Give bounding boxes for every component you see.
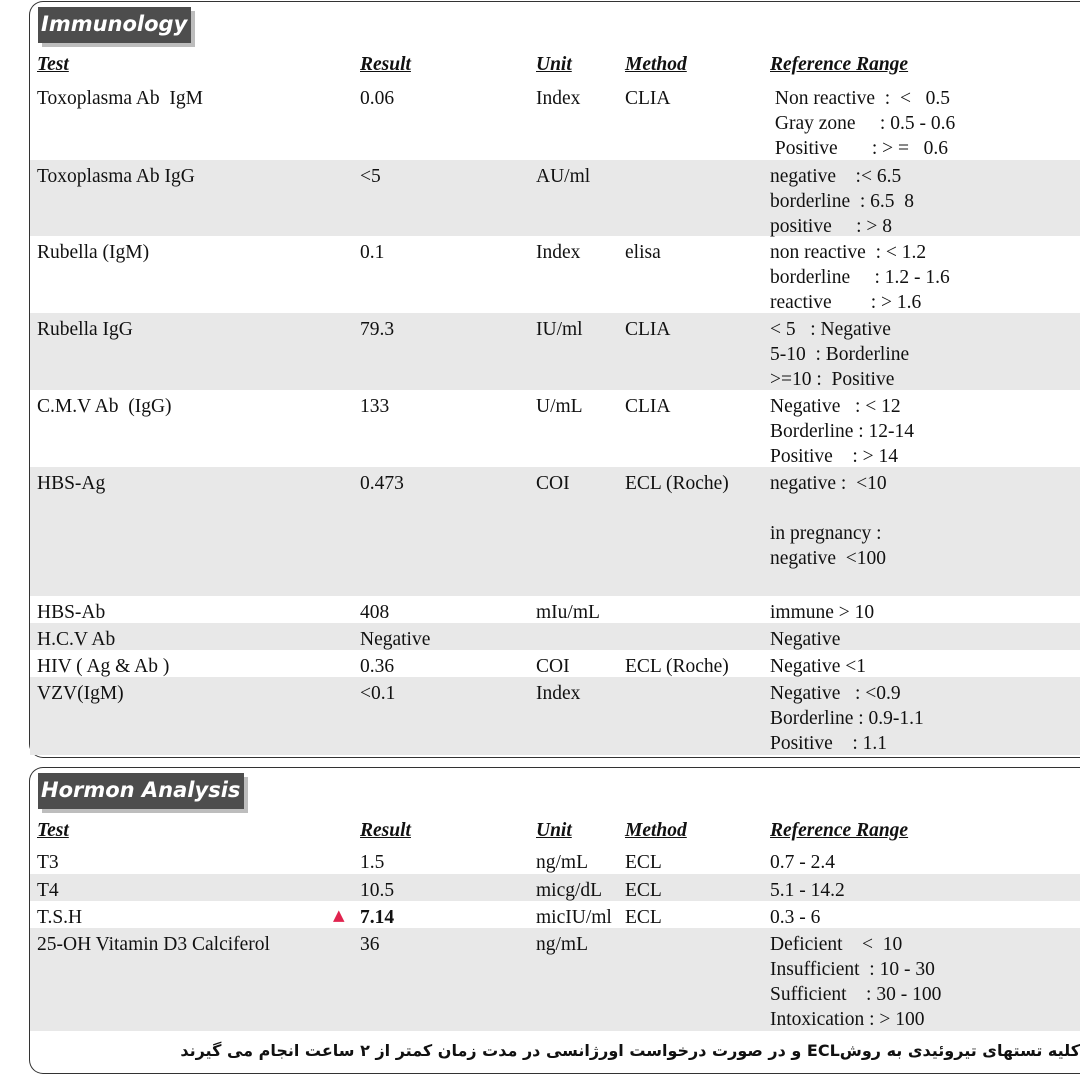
header-method: Method — [625, 54, 687, 75]
cell-reference-range — [770, 878, 845, 903]
cell-result: Negative — [360, 629, 431, 650]
reference-line: 5.1 - 14.2 — [770, 880, 845, 901]
reference-line: negative :< 6.5 — [770, 166, 902, 187]
table-row — [30, 236, 1080, 313]
cell-test: HBS-Ag — [37, 473, 106, 494]
cell-method: ECL — [625, 852, 662, 873]
cell-test: T4 — [37, 880, 59, 901]
cell-reference-range — [770, 600, 874, 625]
cell-reference-range — [770, 394, 914, 469]
cell-reference-range — [770, 932, 941, 1032]
header-reference-range: Reference Range — [770, 54, 909, 75]
cell-result: 408 — [360, 602, 390, 623]
cell-result: 7.14 — [360, 907, 395, 928]
reference-line: Negative : < 12 — [770, 396, 901, 417]
header-test: Test — [37, 820, 69, 841]
table-row — [30, 901, 1080, 928]
reference-line: Positive : > = 0.6 — [770, 138, 949, 159]
cell-reference-range — [770, 164, 914, 239]
cell-test: Toxoplasma Ab IgM — [37, 88, 203, 109]
cell-reference-range — [770, 317, 909, 392]
cell-reference-range — [770, 471, 887, 571]
cell-method: elisa — [625, 242, 661, 263]
reference-line: negative <100 — [770, 548, 887, 569]
reference-line: Deficient < 10 — [770, 934, 903, 955]
reference-line: Intoxication : > 100 — [770, 1009, 925, 1030]
table-row — [30, 467, 1080, 596]
table-row — [30, 390, 1080, 467]
cell-unit: micIU/ml — [536, 907, 612, 928]
reference-line: Negative : <0.9 — [770, 683, 901, 704]
reference-line: borderline : 1.2 - 1.6 — [770, 267, 950, 288]
cell-test: HBS-Ab — [37, 602, 106, 623]
cell-result: 0.36 — [360, 656, 395, 677]
cell-test: T3 — [37, 852, 59, 873]
header-reference-range: Reference Range — [770, 820, 909, 841]
table-row — [30, 82, 1080, 160]
cell-result: 133 — [360, 396, 390, 417]
cell-unit: COI — [536, 656, 570, 677]
reference-line — [770, 496, 887, 521]
cell-test: VZV(IgM) — [37, 683, 124, 704]
reference-line: positive : > 8 — [770, 216, 893, 237]
cell-test: H.C.V Ab — [37, 629, 116, 650]
header-unit: Unit — [536, 820, 572, 841]
cell-method: ECL — [625, 907, 662, 928]
reference-line: non reactive : < 1.2 — [770, 242, 927, 263]
cell-unit: U/mL — [536, 396, 583, 417]
cell-method: CLIA — [625, 319, 671, 340]
reference-line: 0.3 - 6 — [770, 907, 821, 928]
cell-test: C.M.V Ab (IgG) — [37, 396, 172, 417]
reference-line: >=10 : Positive — [770, 369, 895, 390]
reference-line: Borderline : 0.9-1.1 — [770, 708, 924, 729]
cell-test: Toxoplasma Ab IgG — [37, 166, 195, 187]
reference-line: 5-10 : Borderline — [770, 344, 910, 365]
reference-line: in pregnancy : — [770, 523, 882, 544]
cell-unit: COI — [536, 473, 570, 494]
cell-result: 79.3 — [360, 319, 395, 340]
cell-result: <0.1 — [360, 683, 396, 704]
reference-line: negative : <10 — [770, 473, 887, 494]
reference-line: borderline : 6.5 8 — [770, 191, 915, 212]
table-row — [30, 596, 1080, 623]
cell-method: ECL (Roche) — [625, 473, 729, 494]
cell-unit: ng/mL — [536, 934, 588, 955]
cell-result: 0.473 — [360, 473, 404, 494]
reference-line: reactive : > 1.6 — [770, 292, 922, 313]
header-unit: Unit — [536, 54, 572, 75]
cell-reference-range — [770, 86, 955, 161]
cell-reference-range — [770, 681, 924, 756]
cell-reference-range — [770, 240, 950, 315]
cell-result: <5 — [360, 166, 381, 187]
thyroid-test-note: کلیه تستهای تیروئیدی به روشECL و در صورت درخواست اورژانسی در مدت زمان کمتر از ۲ ساعت انجام می گیرند — [180, 1041, 1080, 1060]
cell-method: CLIA — [625, 396, 671, 417]
up-arrow-icon: ▲ — [333, 906, 345, 924]
cell-reference-range — [770, 654, 866, 679]
cell-result: 10.5 — [360, 880, 395, 901]
header-result: Result — [360, 54, 411, 75]
cell-unit: mIu/mL — [536, 602, 600, 623]
cell-unit: micg/dL — [536, 880, 603, 901]
cell-test: Rubella (IgM) — [37, 242, 150, 263]
reference-line: Negative — [770, 629, 841, 650]
reference-line: Borderline : 12-14 — [770, 421, 915, 442]
cell-unit: Index — [536, 683, 581, 704]
reference-line: Positive : > 14 — [770, 446, 899, 467]
reference-line: 0.7 - 2.4 — [770, 852, 835, 873]
cell-method: CLIA — [625, 88, 671, 109]
table-row — [30, 313, 1080, 390]
cell-result: 1.5 — [360, 852, 385, 873]
reference-line: < 5 : Negative — [770, 319, 891, 340]
cell-unit: AU/ml — [536, 166, 591, 187]
table-row — [30, 677, 1080, 755]
cell-method: ECL (Roche) — [625, 656, 729, 677]
cell-reference-range — [770, 905, 820, 930]
reference-line: Gray zone : 0.5 - 0.6 — [770, 113, 956, 134]
cell-result: 36 — [360, 934, 380, 955]
reference-line: immune > 10 — [770, 602, 875, 623]
reference-line: Non reactive : < 0.5 — [770, 88, 950, 109]
cell-test: 25-OH Vitamin D3 Calciferol — [37, 934, 270, 955]
cell-unit: ng/mL — [536, 852, 588, 873]
table-row — [30, 650, 1080, 677]
cell-reference-range — [770, 627, 840, 652]
table-row — [30, 928, 1080, 1031]
cell-reference-range — [770, 850, 835, 875]
section-title-hormone: Hormon Analysis — [38, 773, 244, 809]
reference-line: Positive : 1.1 — [770, 733, 888, 754]
table-row — [30, 160, 1080, 236]
cell-unit: Index — [536, 88, 581, 109]
header-result: Result — [360, 820, 411, 841]
hormone-panel — [29, 767, 1080, 1074]
header-method: Method — [625, 820, 687, 841]
reference-line: Negative <1 — [770, 656, 867, 677]
immunology-panel — [29, 1, 1080, 758]
cell-unit: IU/ml — [536, 319, 583, 340]
table-row — [30, 874, 1080, 901]
table-row — [30, 623, 1080, 650]
cell-result: 0.06 — [360, 88, 395, 109]
cell-result: 0.1 — [360, 242, 385, 263]
cell-unit: Index — [536, 242, 581, 263]
cell-method: ECL — [625, 880, 662, 901]
cell-test: Rubella IgG — [37, 319, 133, 340]
cell-test: T.S.H — [37, 907, 83, 928]
reference-line: Sufficient : 30 - 100 — [770, 984, 942, 1005]
table-row — [30, 846, 1080, 874]
header-test: Test — [37, 54, 69, 75]
reference-line: Insufficient : 10 - 30 — [770, 959, 935, 980]
section-title-immunology: Immunology — [38, 7, 191, 43]
cell-test: HIV ( Ag & Ab ) — [37, 656, 170, 677]
